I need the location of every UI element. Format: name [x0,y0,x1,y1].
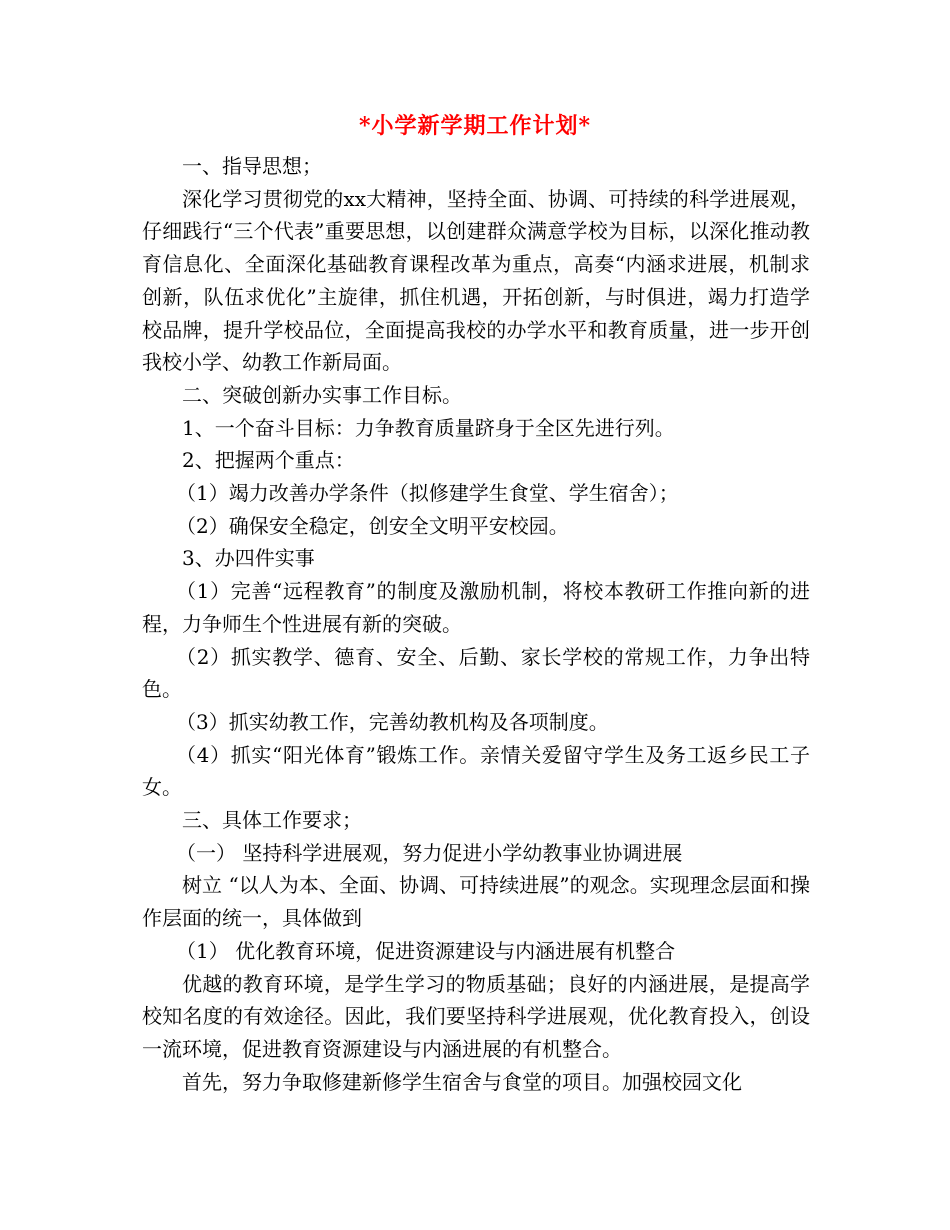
paragraph-concept: 树立 “以人为本、全面、协调、可持续进展”的观念。实现理念层面和操作层面的统一，具体做到 [142,873,810,931]
list-item-focus-1: （1）竭力改善办学条件（拟修建学生食堂、学生宿舍）； [176,481,679,506]
list-item-goal-2: 2、把握两个重点： [182,448,355,473]
document-title: *小学新学期工作计划* [358,113,591,139]
paragraph-first: 首先，努力争取修建新修学生宿舍与食堂的项目。加强校园文化 [182,1069,742,1094]
subsection-heading-1: （一） 坚持科学进展观，努力促进小学幼教事业协调进展 [176,840,683,865]
section-heading-1: 一、指导思想； [182,154,322,178]
subsection-heading-1-1: （1） 优化教育环境，促进资源建设与内涵进展有机整合 [176,938,676,963]
list-item-task-4: （4）抓实“阳光体育”锻炼工作。亲情关爱留守学生及务工返乡民工子女。 [142,742,810,800]
paragraph-guiding-thought: 深化学习贯彻党的xx大精神，坚持全面、协调、可持续的科学进展观，仔细践行“三个代表”重要思想，以创建群众满意学校为目标，以深化推动教育信息化、全面深化基础教育课程改革为重点，高奏“内涵求进展，机制求创新，队伍求优化”主旋律，抓住机遇，开拓创新，与时俱进，竭力打造学校品牌，提升学校品位，全面提高我校的办学水平和教育质量，进一步开创我校小学、幼教工作新局面。 [142,186,810,375]
list-item-goal-1: 1、一个奋斗目标：力争教育质量跻身于全区先进行列。 [182,415,675,440]
list-item-task-2: （2）抓实教学、德育、安全、后勤、家长学校的常规工作，力争出特色。 [142,644,810,702]
list-item-goal-3: 3、办四件实事 [182,546,315,571]
section-heading-3: 三、具体工作要求； [182,808,362,833]
document-body [142,150,810,1098]
section-heading-2: 二、突破创新办实事工作目标。 [182,382,462,407]
list-item-task-1: （1）完善“远程教育”的制度及激励机制，将校本教研工作推向新的进程，力争师生个性进展有新的突破。 [142,579,810,636]
list-item-task-3: （3）抓实幼教工作，完善幼教机构及各项制度。 [176,709,609,734]
list-item-focus-2: （2）确保安全稳定，创安全文明平安校园。 [176,513,569,538]
paragraph-environment: 优越的教育环境，是学生学习的物质基础；良好的内涵进展，是提高学校知名度的有效途径。因此，我们要坚持科学进展观，优化教育投入，创设一流环境，促进教育资源建设与内涵进展的有机整合。 [142,971,810,1061]
